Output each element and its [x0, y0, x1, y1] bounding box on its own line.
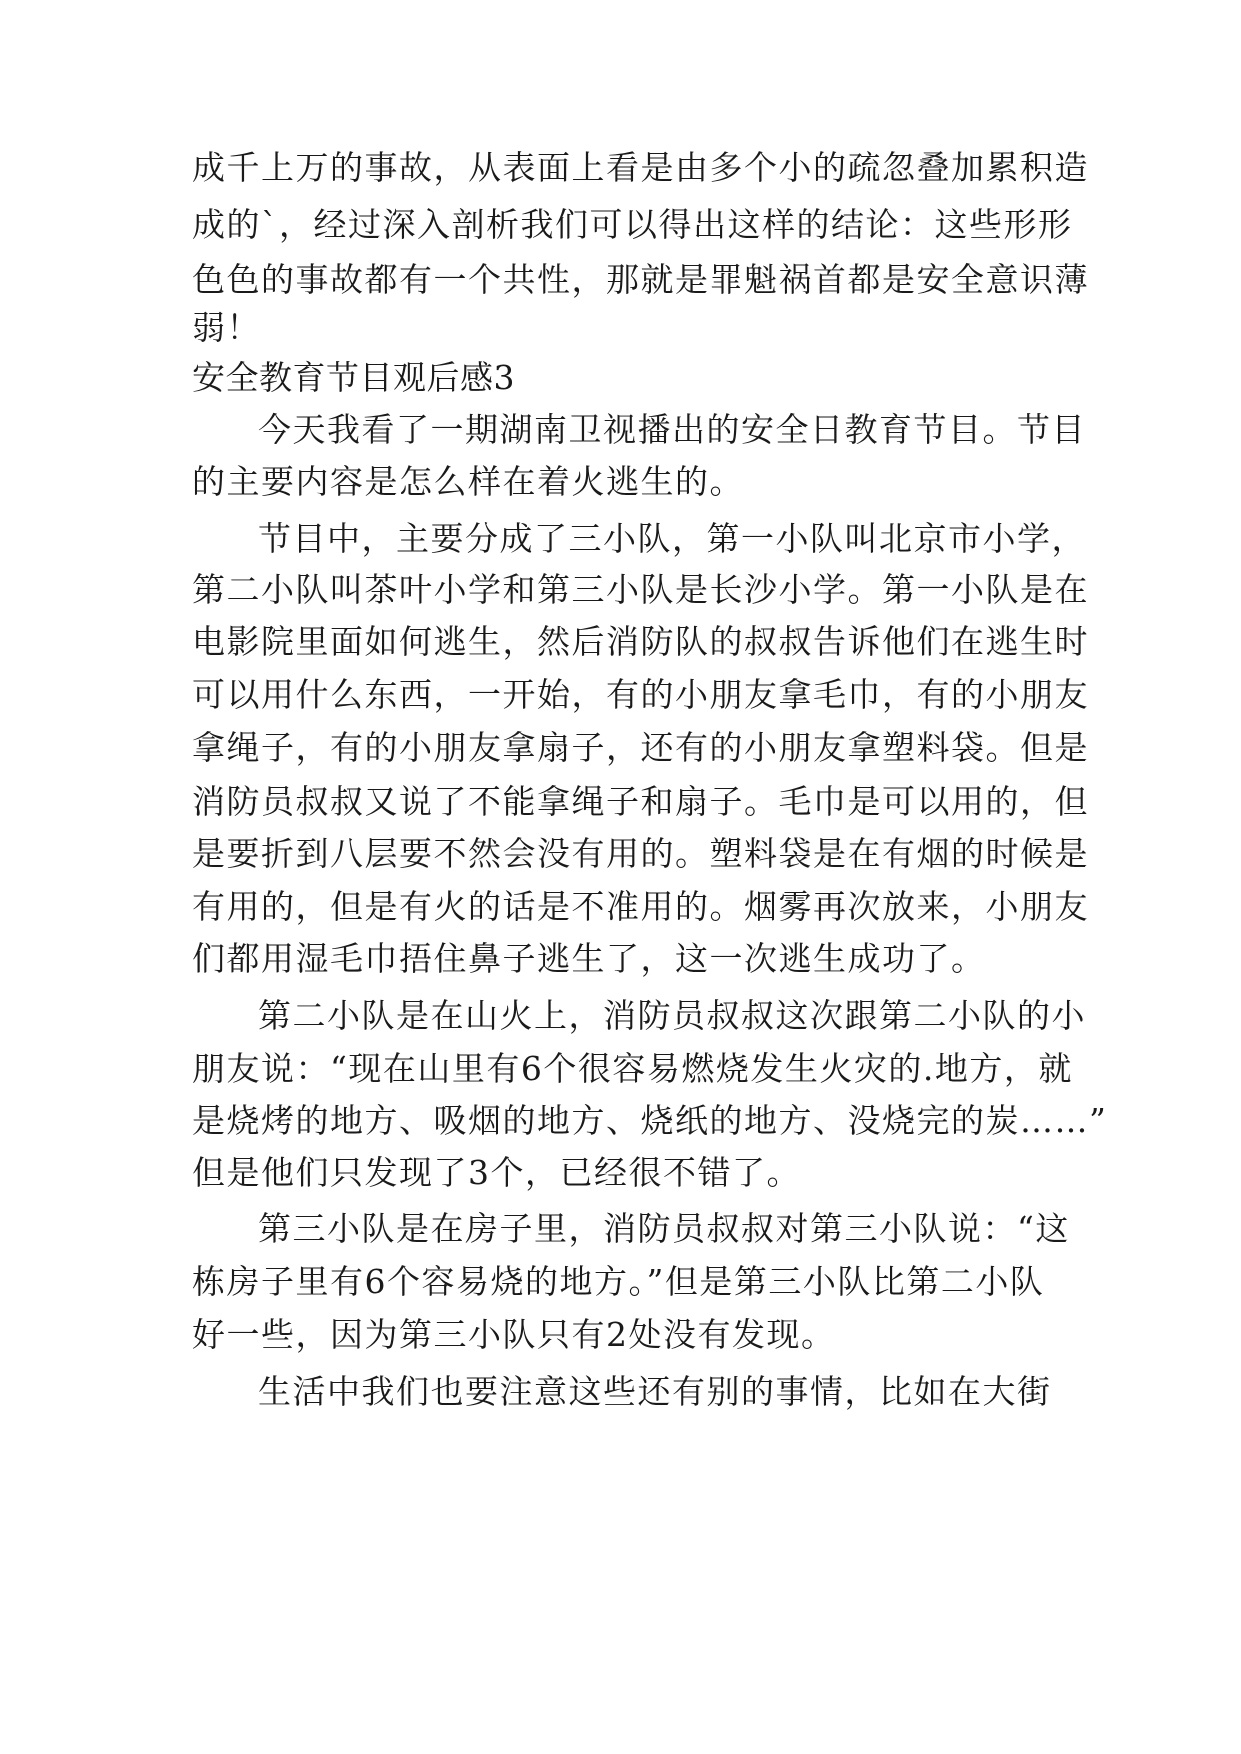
- paragraph-2-line-2: 第二小队叫茶叶小学和第三小队是长沙小学。第一小队是在: [192, 570, 1089, 609]
- paragraph-2-line-7: 是要折到八层要不然会没有用的。塑料袋是在有烟的时候是: [192, 834, 1089, 873]
- body-line-4: 弱！: [192, 308, 261, 347]
- paragraph-4-line-1: 第三小队是在房子里，消防员叔叔对第三小队说：“这: [258, 1209, 1070, 1248]
- paragraph-3-line-3: 是烧烤的地方、吸烟的地方、烧纸的地方、没烧完的炭……”: [192, 1101, 1108, 1140]
- body-line-3: 色色的事故都有一个共性，那就是罪魁祸首都是安全意识薄: [192, 260, 1089, 299]
- paragraph-2-line-4: 可以用什么东西，一开始，有的小朋友拿毛巾，有的小朋友: [192, 675, 1089, 714]
- paragraph-2-line-1: 节目中，主要分成了三小队，第一小队叫北京市小学，: [258, 519, 1086, 558]
- paragraph-2-line-6: 消防员叔叔又说了不能拿绳子和扇子。毛巾是可以用的，但: [192, 782, 1089, 821]
- paragraph-2-line-3: 电影院里面如何逃生，然后消防队的叔叔告诉他们在逃生时: [192, 622, 1089, 661]
- paragraph-3-line-4: 但是他们只发现了3个，已经很不错了。: [192, 1153, 801, 1192]
- paragraph-2-line-9: 们都用湿毛巾捂住鼻子逃生了，这一次逃生成功了。: [192, 939, 986, 978]
- paragraph-4-line-2: 栋房子里有6个容易烧的地方。”但是第三小队比第二小队: [192, 1262, 1045, 1301]
- paragraph-2-line-5: 拿绳子，有的小朋友拿扇子，还有的小朋友拿塑料袋。但是: [192, 728, 1089, 767]
- paragraph-5-line-1: 生活中我们也要注意这些还有别的事情，比如在大街: [258, 1372, 1052, 1411]
- paragraph-3-line-2: 朋友说：“现在山里有6个很容易燃烧发生火灾的.地方，就: [192, 1049, 1073, 1088]
- paragraph-1-line-1: 今天我看了一期湖南卫视播出的安全日教育节目。节目: [258, 410, 1086, 449]
- body-line-2: 成的`，经过深入剖析我们可以得出这样的结论：这些形形: [192, 205, 1073, 244]
- paragraph-1-line-2: 的主要内容是怎么样在着火逃生的。: [192, 462, 744, 501]
- section-heading: 安全教育节目观后感3: [192, 358, 515, 397]
- paragraph-4-line-3: 好一些，因为第三小队只有2处没有发现。: [192, 1315, 836, 1354]
- paragraph-2-line-8: 有用的，但是有火的话是不准用的。烟雾再次放来，小朋友: [192, 887, 1089, 926]
- paragraph-3-line-1: 第二小队是在山火上，消防员叔叔这次跟第二小队的小: [258, 996, 1086, 1035]
- body-line-1: 成千上万的事故，从表面上看是由多个小的疏忽叠加累积造: [192, 148, 1089, 187]
